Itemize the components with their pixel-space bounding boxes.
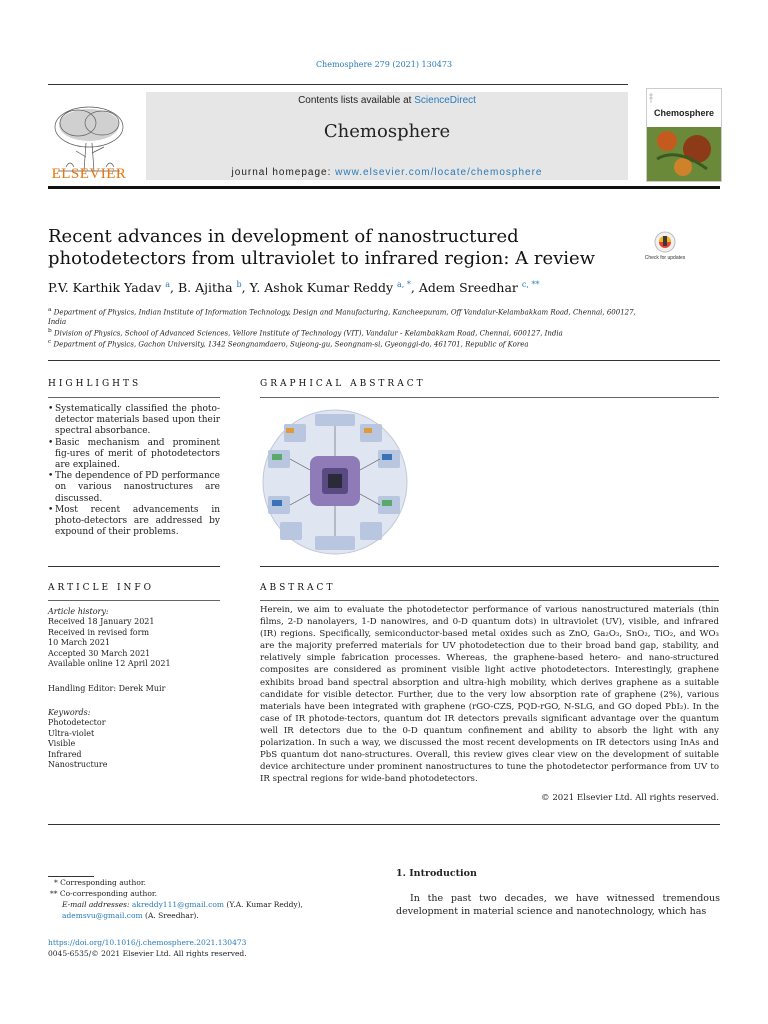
- article-title: Recent advances in development of nanostructured photodetectors from ultraviolet to infrared region: A review: [48, 226, 596, 269]
- email-label: E-mail addresses:: [62, 900, 130, 909]
- cover-title: Chemosphere: [653, 108, 715, 118]
- footnote-corresponding: * Corresponding author.: [54, 878, 147, 887]
- article-info-heading: ARTICLE INFO: [48, 583, 155, 593]
- article-info-rule: [48, 600, 220, 601]
- author: B. Ajitha: [178, 280, 233, 296]
- section-rule: [48, 360, 720, 361]
- email-owner: (Y.A. Kumar Reddy),: [224, 900, 303, 909]
- history-item: Accepted 30 March 2021: [48, 648, 151, 658]
- history-item: Received in revised form: [48, 627, 150, 637]
- issn-line: 0045-6535/© 2021 Elsevier Ltd. All rights reserved.: [48, 949, 247, 958]
- contents-prefix: Contents lists available at: [298, 95, 415, 106]
- introduction-text: In the past two decades, we have witnessed tremendous development in material science and nanotechnology, which has: [396, 893, 720, 917]
- footnotes: [48, 877, 358, 921]
- abstract-text: Herein, we aim to evaluate the photodetector performance of various nanostructured materials (thin films, 2-D nanolayers, 1-D nanowires, and 0-D quantum dots) in ultraviolet (UV), visible, and infrared (IR) regions. Specifically, semiconductor-based metal oxides such as ZnO, Ga₂O₃, SnO₂, TiO₂, and WO₃ are the majority preferred materials for UV photodetection due to their broad band gap, stability, and relatively simple fabrication processes. Whereas, the graphene-based hetero- and nano-structured composites are considered as prominent visible light active photodetectors. Interestingly, graphene exhibits broad band spectral absorption and ultra-high mobility, which derives graphene as a suitable candidate for visible detector. Further, due to the very low absorption rate of graphene (2%), various materials have been integrated with graphene (rGO-CZS, PQD-rGO, N-SLG, and GO doped PbI₂). In the case of IR photode-tectors, quantum dot IR detectors prevails significant advantage over the quantum well IR detectors due to the 0-D quantum confinement and ability to absorb the light with any polarization. In such a way, we discussed the most recent developments on IR detectors using InAs and PbS quantum dot nano-structures. Overall, this review gives clear view on the development of suitable device architecture under prominent nanostructures to tune the photodetector performance from UV to IR spectral regions for wide-band photodetectors.: [260, 605, 719, 785]
- keyword: Visible: [48, 739, 76, 749]
- affil-sup: b: [48, 328, 52, 334]
- check-for-updates-badge[interactable]: [644, 230, 686, 266]
- handling-editor: Handling Editor: Derek Muir: [48, 684, 166, 693]
- author-affil-sup[interactable]: c, **: [521, 280, 540, 289]
- article-history: [48, 607, 228, 669]
- keywords: [48, 708, 228, 770]
- abstract-copyright: © 2021 Elsevier Ltd. All rights reserved.: [541, 793, 719, 803]
- doi-block: [48, 937, 368, 959]
- header-thick-rule: [48, 186, 720, 189]
- contents-line: [146, 95, 628, 106]
- history-item: 10 March 2021: [48, 638, 111, 648]
- highlights-heading: HIGHLIGHTS: [48, 379, 142, 389]
- author-affil-sup[interactable]: a, *: [397, 280, 411, 289]
- affiliation-c: [48, 337, 648, 349]
- affiliation-a: [48, 305, 648, 327]
- keywords-label: Keywords:: [48, 708, 91, 717]
- highlight-item: • The dependence of PD performance on various nanostructures are discussed.: [48, 471, 220, 505]
- homepage-link[interactable]: www.elsevier.com/locate/chemosphere: [335, 167, 543, 178]
- keyword: Ultra-violet: [48, 728, 95, 738]
- highlight-item: • Systematically classified the photo-detector materials based upon their spectral absorbance.: [48, 404, 220, 438]
- body-rule: [48, 824, 720, 825]
- author: Y. Ashok Kumar Reddy: [249, 280, 394, 296]
- highlights-rule: [48, 397, 220, 398]
- keyword: Photodetector: [48, 718, 106, 728]
- abstract-rule-top: [260, 566, 719, 567]
- author-list: P.V. Karthik Yadav $^a$, B. Ajitha $^b$, Y. Ashok Kumar Reddy $^{a, *}$, Adem Sreedhar $^{c, **}$: [48, 280, 540, 296]
- keyword: Nanostructure: [48, 760, 108, 770]
- email-link[interactable]: akreddy111@gmail.com: [131, 900, 225, 909]
- journal-name: Chemosphere: [323, 121, 451, 142]
- footnote-co-corresponding: ** Co-corresponding author.: [50, 889, 158, 898]
- affil-sup: a: [48, 307, 52, 313]
- graphical-abstract-heading: GRAPHICAL ABSTRACT: [260, 379, 426, 389]
- author: P.V. Karthik Yadav: [48, 280, 162, 296]
- highlight-item: • Most recent advancements in photo-detectors are addressed by expound of their problems.: [48, 505, 220, 539]
- graphical-abstract-rule: [260, 397, 719, 398]
- author-affil-sup[interactable]: a: [165, 280, 171, 289]
- abstract-rule: [260, 600, 719, 601]
- homepage-line: [146, 167, 628, 178]
- author-affil-sup[interactable]: b: [236, 280, 242, 289]
- citation-link[interactable]: Chemosphere 279 (2021) 130473: [315, 60, 453, 69]
- history-item: Available online 12 April 2021: [48, 659, 171, 669]
- introduction-heading: 1. Introduction: [396, 868, 477, 879]
- history-item: Received 18 January 2021: [48, 617, 155, 627]
- author: Adem Sreedhar: [418, 280, 518, 296]
- abstract-heading: ABSTRACT: [260, 583, 336, 593]
- article-info-rule-top: [48, 566, 220, 567]
- history-label: Article history:: [48, 607, 109, 616]
- affil-text: Department of Physics, Gachon University, 1342 Seongnamdaero, Sujeong-gu, Seongnam-si, Gyeonggi-do, 461701, Republic of Korea: [53, 340, 529, 349]
- affil-sup: c: [48, 339, 52, 345]
- check-updates-label: Check for updates: [644, 255, 686, 261]
- homepage-prefix: journal homepage:: [231, 167, 336, 178]
- affil-text: Department of Physics, Indian Institute of Information Technology, Design and Manufacturing, Kancheepuram, Off Vandalur-Kelambakkam Road, Chennai, 600127, India: [48, 308, 636, 327]
- highlight-item: • Basic mechanism and prominent fig-ures of merit of photodetectors are explained.: [48, 438, 220, 472]
- keyword: Infrared: [48, 749, 82, 759]
- email-link[interactable]: ademsvu@gmail.com: [62, 911, 143, 920]
- journal-cover-image: [647, 89, 721, 181]
- email-owner: (A. Sreedhar).: [142, 911, 199, 920]
- doi-link[interactable]: https://doi.org/10.1016/j.chemosphere.2021.130473: [48, 938, 247, 947]
- affil-text: Division of Physics, School of Advanced Sciences, Vellore Institute of Technology (VIT), Vandalur - Kelambakkam Road, Chennai, 600127, India: [53, 329, 563, 338]
- graphical-abstract-image: [260, 408, 410, 556]
- check-updates-icon: [644, 230, 686, 266]
- highlights-list: [48, 404, 220, 538]
- header-rule: [48, 84, 628, 85]
- sciencedirect-link[interactable]: ScienceDirect: [414, 95, 476, 106]
- journal-cover: [646, 88, 722, 182]
- publisher-logo-text: ELSEVIER: [51, 166, 127, 182]
